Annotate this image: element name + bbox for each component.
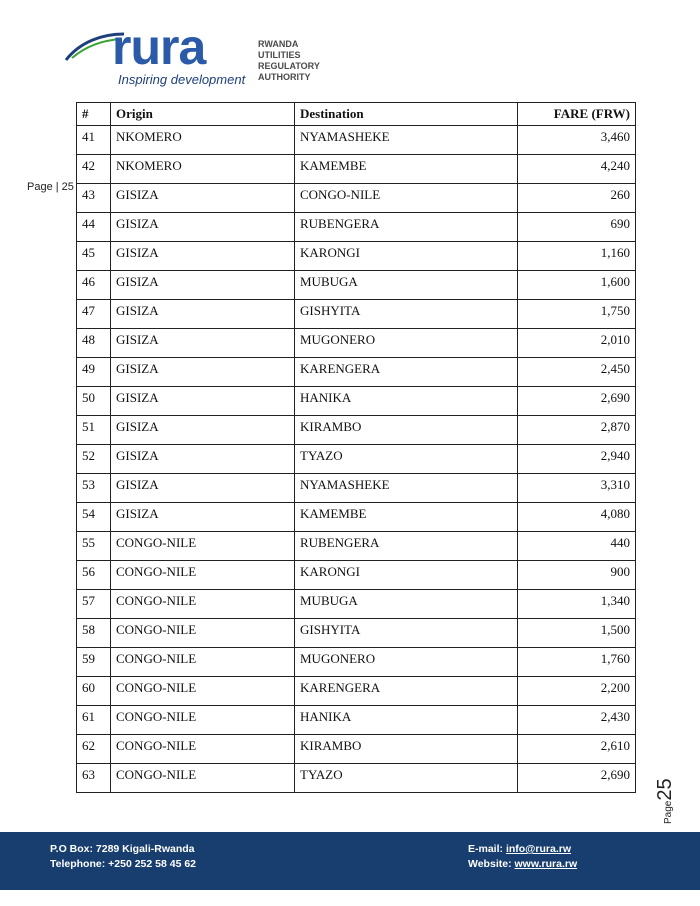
destination-cell: KARONGI [295, 561, 518, 590]
destination-cell: MUGONERO [295, 329, 518, 358]
fare-cell: 900 [518, 561, 636, 590]
table-row [77, 648, 636, 677]
origin-cell: NKOMERO [111, 126, 295, 155]
table-row [77, 590, 636, 619]
row-number: 63 [77, 764, 111, 793]
destination-cell: KARONGI [295, 242, 518, 271]
origin-cell: GISIZA [111, 184, 295, 213]
destination-cell: CONGO-NILE [295, 184, 518, 213]
destination-cell: MUGONERO [295, 648, 518, 677]
row-number: 48 [77, 329, 111, 358]
destination-cell: RUBENGERA [295, 213, 518, 242]
fare-cell: 3,310 [518, 474, 636, 503]
fare-cell: 1,160 [518, 242, 636, 271]
destination-cell: TYAZO [295, 764, 518, 793]
website-line [468, 857, 577, 872]
destination-cell: NYAMASHEKE [295, 474, 518, 503]
row-number: 53 [77, 474, 111, 503]
table-row [77, 503, 636, 532]
table-row [77, 184, 636, 213]
origin-cell: GISIZA [111, 300, 295, 329]
table-row [77, 677, 636, 706]
email-link[interactable]: info@rura.rw [505, 843, 572, 855]
margin-page-label: Page | 25 [27, 181, 74, 193]
fare-cell: 1,750 [518, 300, 636, 329]
origin-cell: GISIZA [111, 271, 295, 300]
footer-contact [468, 842, 577, 872]
fare-cell: 1,500 [518, 619, 636, 648]
row-number: 45 [77, 242, 111, 271]
footer-address [50, 842, 196, 872]
fare-cell: 690 [518, 213, 636, 242]
origin-cell: CONGO-NILE [111, 619, 295, 648]
fare-cell: 1,760 [518, 648, 636, 677]
fare-cell: 2,690 [518, 387, 636, 416]
destination-cell: KAMEMBE [295, 503, 518, 532]
email-label: E-mail: [468, 843, 506, 855]
destination-cell: RUBENGERA [295, 532, 518, 561]
origin-cell: GISIZA [111, 503, 295, 532]
origin-cell: CONGO-NILE [111, 764, 295, 793]
destination-cell: TYAZO [295, 445, 518, 474]
table-row [77, 706, 636, 735]
row-number: 62 [77, 735, 111, 764]
origin-cell: GISIZA [111, 445, 295, 474]
origin-cell: GISIZA [111, 242, 295, 271]
row-number: 46 [77, 271, 111, 300]
fare-cell: 1,600 [518, 271, 636, 300]
table-row [77, 329, 636, 358]
destination-cell: KAMEMBE [295, 155, 518, 184]
origin-cell: CONGO-NILE [111, 648, 295, 677]
row-number: 57 [77, 590, 111, 619]
fare-cell: 2,450 [518, 358, 636, 387]
table-header-row [77, 103, 636, 126]
fare-cell: 2,940 [518, 445, 636, 474]
table-row [77, 445, 636, 474]
destination-cell: KARENGERA [295, 358, 518, 387]
po-box: P.O Box: 7289 Kigali-Rwanda [50, 843, 195, 855]
origin-cell: CONGO-NILE [111, 590, 295, 619]
table-row [77, 619, 636, 648]
table-row [77, 532, 636, 561]
origin-cell: GISIZA [111, 416, 295, 445]
destination-cell: KARENGERA [295, 677, 518, 706]
row-number: 54 [77, 503, 111, 532]
fare-cell: 2,690 [518, 764, 636, 793]
destination-cell: KIRAMBO [295, 416, 518, 445]
fare-cell: 260 [518, 184, 636, 213]
origin-cell: NKOMERO [111, 155, 295, 184]
destination-cell: HANIKA [295, 387, 518, 416]
fare-cell: 2,010 [518, 329, 636, 358]
page-label: Page [663, 800, 674, 824]
column-header-destination: Destination [295, 103, 518, 126]
table-row [77, 213, 636, 242]
row-number: 44 [77, 213, 111, 242]
origin-cell: GISIZA [111, 213, 295, 242]
row-number: 52 [77, 445, 111, 474]
column-header-number: # [77, 103, 111, 126]
org-line: AUTHORITY [258, 72, 311, 82]
organization-name [258, 39, 320, 83]
origin-cell: CONGO-NILE [111, 706, 295, 735]
destination-cell: HANIKA [295, 706, 518, 735]
fare-cell: 2,610 [518, 735, 636, 764]
origin-cell: GISIZA [111, 358, 295, 387]
column-header-fare: FARE (FRW) [518, 103, 636, 126]
destination-cell: MUBUGA [295, 271, 518, 300]
website-label: Website: [468, 858, 515, 870]
org-line: RWANDA [258, 39, 299, 49]
destination-cell: MUBUGA [295, 590, 518, 619]
destination-cell: NYAMASHEKE [295, 126, 518, 155]
row-number: 55 [77, 532, 111, 561]
table-row [77, 300, 636, 329]
row-number: 59 [77, 648, 111, 677]
column-header-origin: Origin [111, 103, 295, 126]
org-line: UTILITIES [258, 50, 301, 60]
origin-cell: CONGO-NILE [111, 561, 295, 590]
table-row [77, 358, 636, 387]
fare-cell: 3,460 [518, 126, 636, 155]
fare-cell: 440 [518, 532, 636, 561]
fare-cell: 2,430 [518, 706, 636, 735]
row-number: 51 [77, 416, 111, 445]
fare-cell: 4,240 [518, 155, 636, 184]
origin-cell: CONGO-NILE [111, 532, 295, 561]
fare-table [76, 102, 636, 793]
table-row [77, 242, 636, 271]
table-row [77, 155, 636, 184]
footer [0, 832, 700, 890]
row-number: 58 [77, 619, 111, 648]
page-number: 25 [654, 778, 676, 801]
table-row [77, 387, 636, 416]
row-number: 47 [77, 300, 111, 329]
destination-cell: KIRAMBO [295, 735, 518, 764]
destination-cell: GISHYITA [295, 300, 518, 329]
row-number: 61 [77, 706, 111, 735]
row-number: 49 [77, 358, 111, 387]
row-number: 50 [77, 387, 111, 416]
row-number: 43 [77, 184, 111, 213]
origin-cell: GISIZA [111, 474, 295, 503]
website-link[interactable]: www.rura.rw [514, 858, 578, 870]
telephone: Telephone: +250 252 58 45 62 [50, 858, 197, 870]
table-row [77, 474, 636, 503]
origin-cell: GISIZA [111, 329, 295, 358]
logo-wordmark: rura [112, 19, 206, 75]
table-row [77, 271, 636, 300]
table-body [77, 126, 636, 793]
org-line: REGULATORY [258, 61, 320, 71]
fare-cell: 4,080 [518, 503, 636, 532]
table-row [77, 764, 636, 793]
table-row [77, 735, 636, 764]
destination-cell: GISHYITA [295, 619, 518, 648]
row-number: 56 [77, 561, 111, 590]
origin-cell: GISIZA [111, 387, 295, 416]
row-number: 42 [77, 155, 111, 184]
row-number: 60 [77, 677, 111, 706]
page-number-vertical [654, 768, 684, 828]
table-row [77, 126, 636, 155]
email-line [468, 842, 577, 857]
origin-cell: CONGO-NILE [111, 735, 295, 764]
logo-tagline: Inspiring development [118, 72, 246, 87]
table-row [77, 416, 636, 445]
fare-cell: 1,340 [518, 590, 636, 619]
row-number: 41 [77, 126, 111, 155]
origin-cell: CONGO-NILE [111, 677, 295, 706]
fare-cell: 2,870 [518, 416, 636, 445]
fare-cell: 2,200 [518, 677, 636, 706]
table-row [77, 561, 636, 590]
